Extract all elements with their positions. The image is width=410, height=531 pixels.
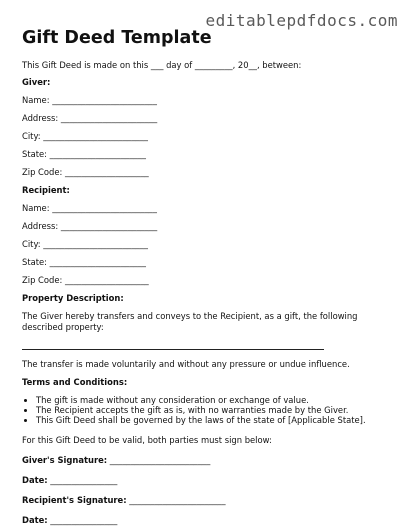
document-title: Gift Deed Template: [22, 28, 212, 48]
intro-text: This Gift Deed is made on this ___ day of _________, 20__, between:: [22, 60, 302, 70]
giver-city-field[interactable]: City: _________________________: [22, 131, 148, 141]
giver-zip-field[interactable]: Zip Code: ____________________: [22, 167, 149, 177]
giver-address-field[interactable]: Address: _______________________: [22, 113, 158, 123]
giver-date-line[interactable]: ________________: [47, 474, 118, 485]
watermark-logo: editablepdfdocs.com: [205, 11, 398, 30]
recipient-city-field[interactable]: City: _________________________: [22, 239, 148, 249]
recipient-date-line[interactable]: ________________: [47, 514, 118, 525]
recipient-zip-field[interactable]: Zip Code: ____________________: [22, 275, 149, 285]
terms-heading: Terms and Conditions:: [22, 377, 128, 387]
giver-date-label: Date:: [22, 474, 48, 485]
recipient-signature-field[interactable]: [22, 495, 394, 506]
giver-signature-label: Giver's Signature:: [22, 454, 108, 465]
giver-heading: Giver:: [22, 77, 51, 87]
validity-text: For this Gift Deed to be valid, both parties must sign below:: [22, 434, 272, 445]
giver-name-field[interactable]: Name: _________________________: [22, 95, 157, 105]
terms-item: • The Recipient accepts the gift as is, with no warranties made by the Giver.: [36, 405, 394, 415]
terms-list: [22, 395, 394, 426]
recipient-signature-label: Recipient's Signature:: [22, 494, 127, 505]
recipient-signature-line[interactable]: _______________________: [126, 494, 226, 505]
terms-item: • The gift is made without any consideration or exchange of value.: [36, 395, 394, 405]
property-heading: Property Description:: [22, 293, 124, 303]
recipient-date-field[interactable]: [22, 515, 394, 526]
recipient-name-field[interactable]: Name: _________________________: [22, 203, 157, 213]
giver-signature-line[interactable]: ________________________: [107, 454, 211, 465]
recipient-state-field[interactable]: State: _______________________: [22, 257, 146, 267]
giver-date-field[interactable]: [22, 475, 394, 486]
giver-signature-field[interactable]: [22, 455, 394, 466]
recipient-heading: Recipient:: [22, 185, 70, 195]
document-page: [22, 27, 394, 526]
voluntary-statement: The transfer is made voluntarily and without any pressure or undue influence.: [22, 359, 350, 369]
property-description-line[interactable]: [22, 349, 324, 350]
giver-state-field[interactable]: State: _______________________: [22, 149, 146, 159]
terms-item: • This Gift Deed shall be governed by the laws of the state of [Applicable State].: [36, 415, 394, 425]
recipient-date-label: Date:: [22, 514, 48, 525]
recipient-address-field[interactable]: Address: _______________________: [22, 221, 158, 231]
property-text: The Giver hereby transfers and conveys to the Recipient, as a gift, the following described property:: [22, 311, 358, 332]
